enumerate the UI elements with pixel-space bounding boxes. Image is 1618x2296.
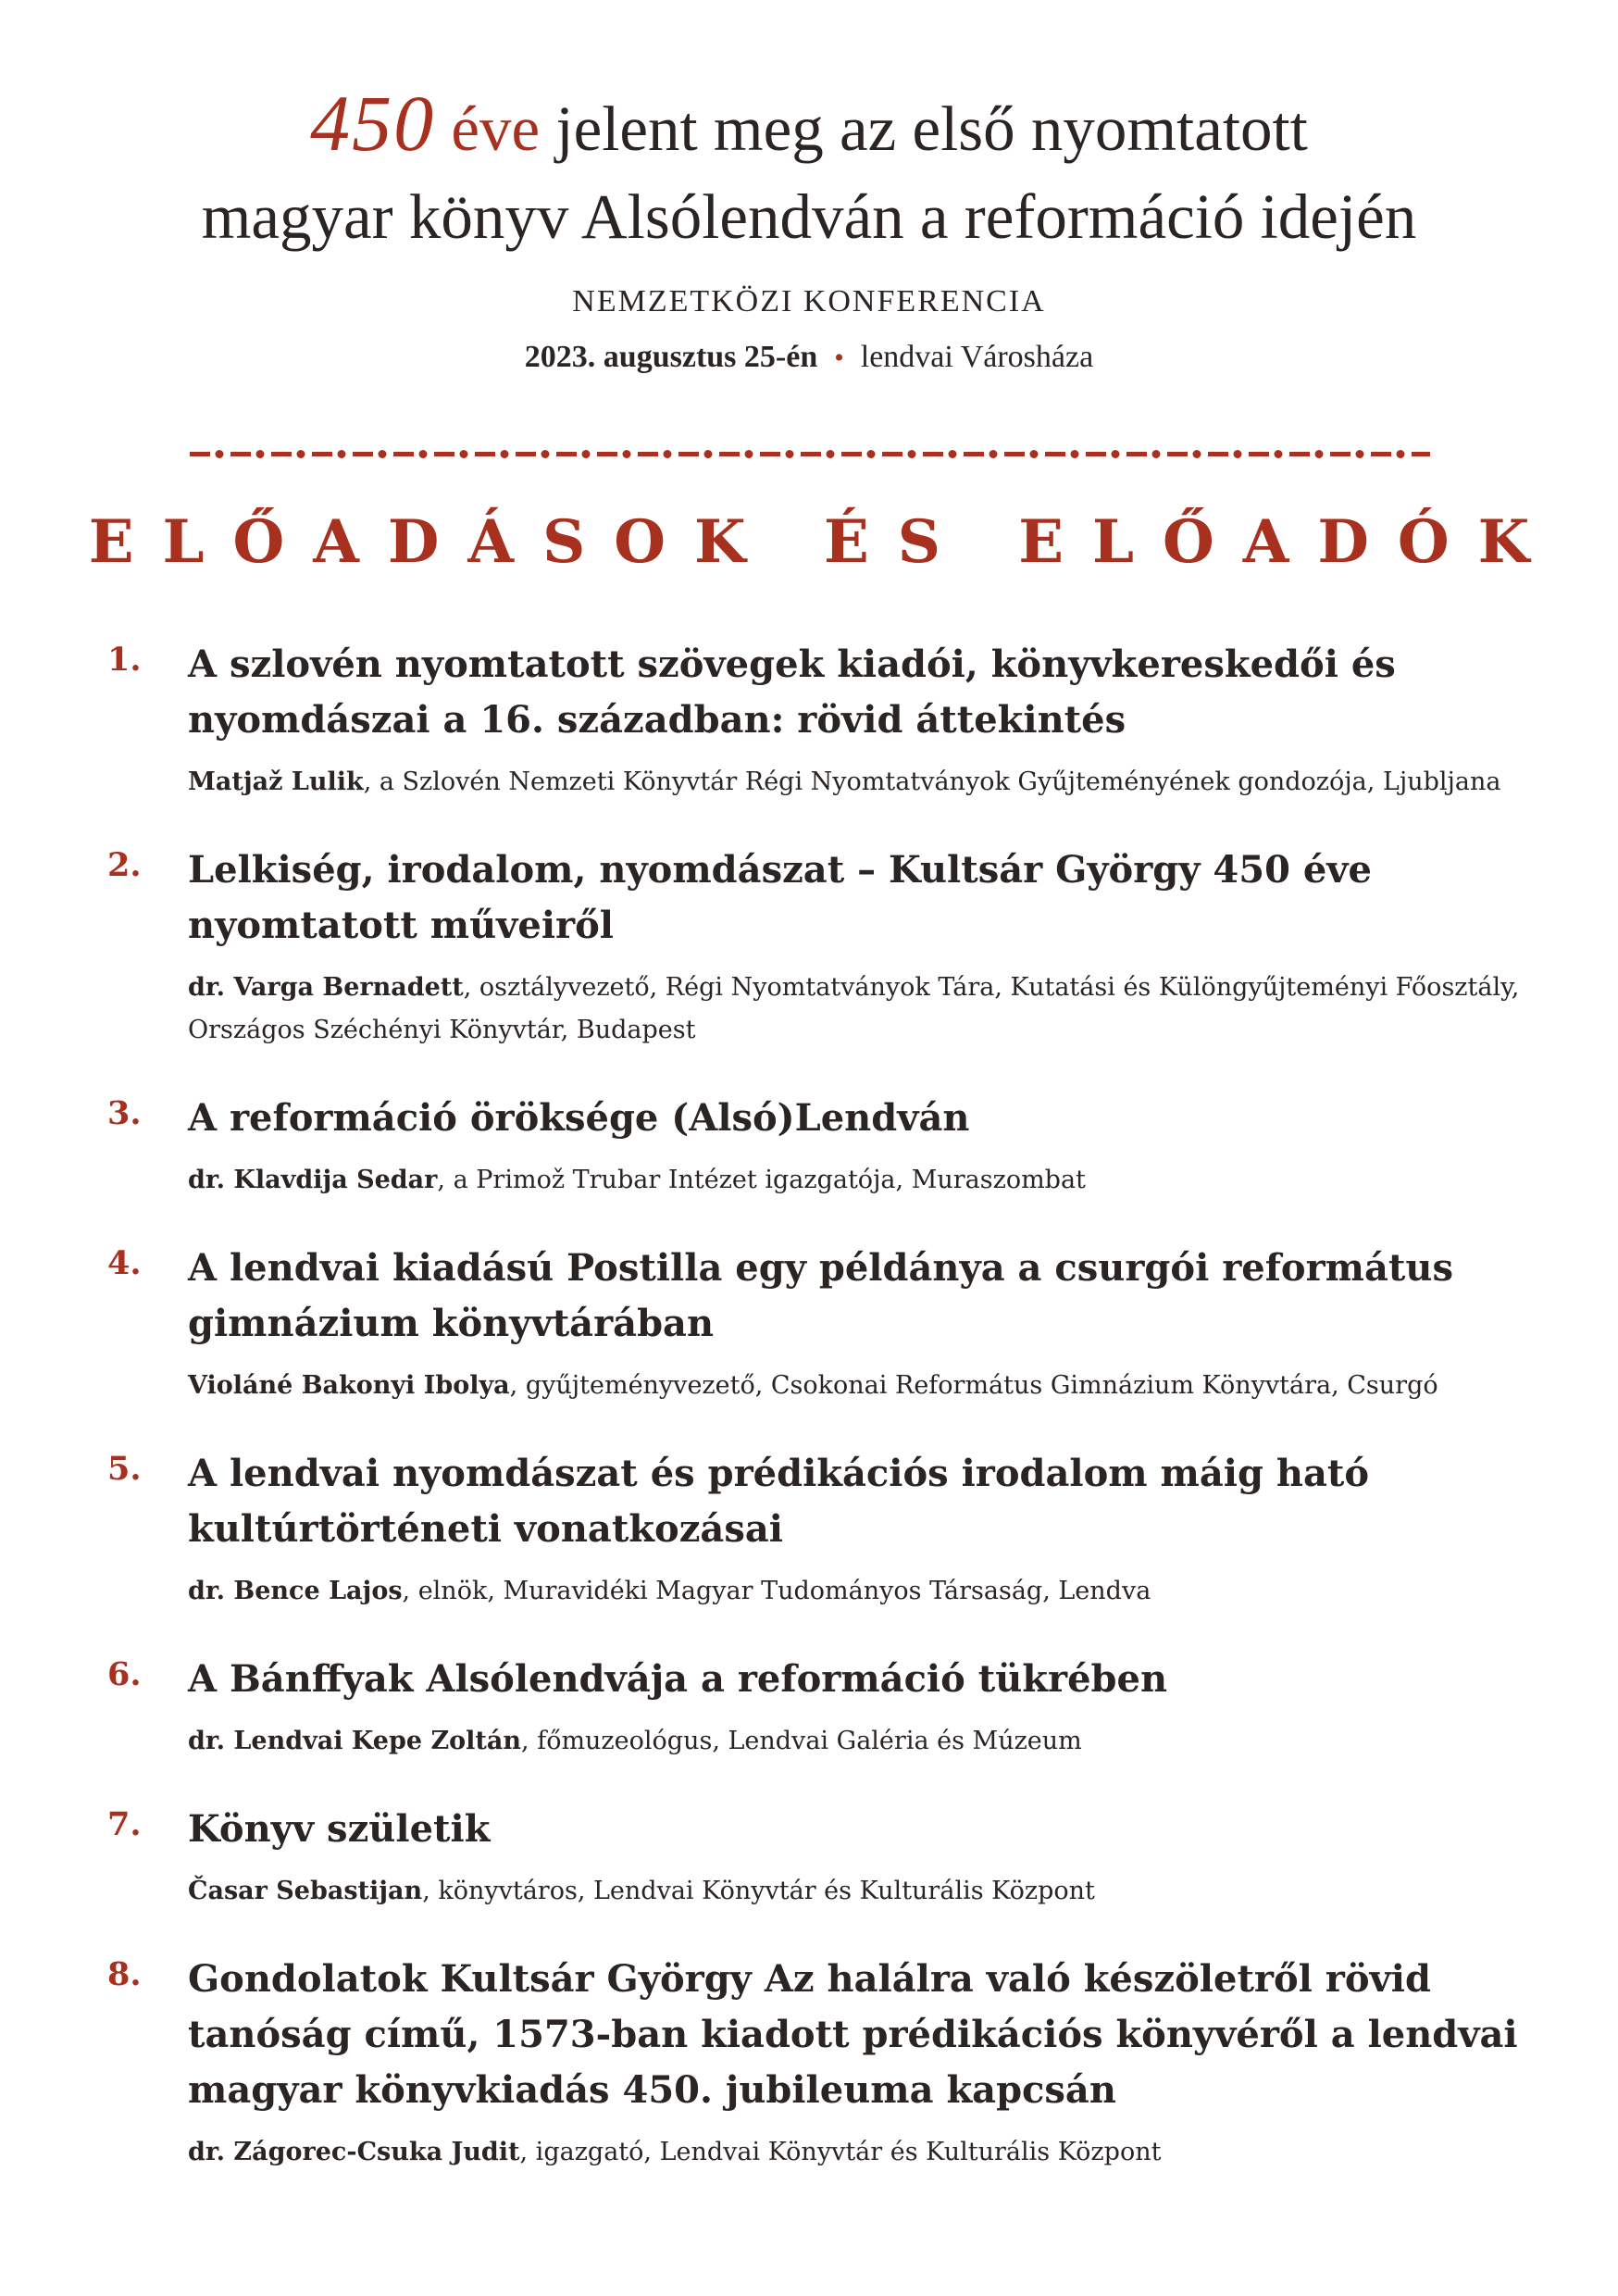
divider-dot	[908, 450, 916, 458]
talk-title: Lelkiség, irodalom, nyomdászat – Kultsár György 450 éve nyomtatott műveiről	[188, 848, 1372, 947]
talk-number: 1.	[107, 641, 142, 679]
talk-number: 3.	[107, 1094, 142, 1132]
divider-dot	[867, 450, 876, 458]
divider-dot	[664, 450, 672, 458]
talk-list	[0, 637, 1618, 2213]
divider-dash	[1167, 452, 1188, 456]
divider-dash	[597, 452, 617, 456]
divider-dash	[190, 452, 210, 456]
divider-dash	[230, 452, 251, 456]
divider-dot	[1071, 450, 1079, 458]
speaker-name: dr. Bence Lajos	[188, 1577, 403, 1605]
divider-dot	[379, 450, 387, 458]
title-line1-rest: jelent meg az első nyomtatott	[540, 94, 1308, 164]
divider-dot	[949, 450, 957, 458]
talk-item	[0, 1952, 1618, 2174]
divider-dot	[1234, 450, 1242, 458]
divider-dot	[501, 450, 509, 458]
divider-dot	[1275, 450, 1283, 458]
divider-dash	[312, 452, 332, 456]
divider-dot	[338, 450, 346, 458]
divider-dash	[556, 452, 577, 456]
separator-dot: •	[834, 343, 844, 374]
talk-speaker-line	[188, 761, 1544, 804]
talk-item	[0, 1446, 1618, 1613]
talk-number: 7.	[107, 1805, 142, 1843]
talk-item	[0, 1241, 1618, 1407]
divider-dot	[827, 450, 835, 458]
speaker-name: Violáné Bakonyi Ibolya	[188, 1371, 510, 1400]
talk-title: A szlovén nyomtatott szövegek kiadói, könyvkereskedői és nyomdászai a 16. században: rövid áttekintés	[188, 643, 1396, 742]
divider-dot	[419, 450, 428, 458]
talk-speaker-line	[188, 1365, 1544, 1407]
divider-dot	[582, 450, 591, 458]
speaker-affiliation: , könyvtáros, Lendvai Könyvtár és Kulturális Központ	[422, 1877, 1095, 1905]
ornamental-divider	[190, 443, 1430, 465]
speaker-name: dr. Klavdija Sedar	[188, 1166, 438, 1194]
talk-title: A Bánffyak Alsólendvája a reformáció tükrében	[188, 1657, 1168, 1701]
divider-dot	[541, 450, 550, 458]
divider-dash	[516, 452, 536, 456]
divider-dot	[745, 450, 753, 458]
talk-title: A lendvai nyomdászat és prédikációs irodalom máig ható kultúrtörténeti vonatkozásai	[188, 1452, 1370, 1551]
talk-title: A reformáció öröksége (Alsó)Lendván	[188, 1096, 970, 1140]
divider-dot	[704, 450, 713, 458]
talk-number: 5.	[107, 1450, 142, 1488]
speaker-name: dr. Zágorec-Csuka Judit	[188, 2138, 520, 2166]
divider-dot	[297, 450, 305, 458]
divider-dash	[1371, 452, 1391, 456]
divider-dot	[256, 450, 265, 458]
divider-dash	[393, 452, 414, 456]
divider-dot	[460, 450, 468, 458]
page-title-line-2: magyar könyv Alsólendván a reformáció idején	[201, 181, 1417, 252]
divider-dot	[1315, 450, 1324, 458]
speaker-name: Časar Sebastijan	[188, 1877, 423, 1905]
divider-dash	[719, 452, 740, 456]
divider-dot	[1152, 450, 1161, 458]
event-date: 2023. augusztus 25-én	[524, 340, 818, 375]
divider-dash	[841, 452, 862, 456]
talk-title: Könyv születik	[188, 1807, 491, 1851]
divider-dash	[475, 452, 495, 456]
talk-item	[0, 842, 1618, 1052]
divider-dash	[801, 452, 821, 456]
divider-dash	[760, 452, 780, 456]
event-venue: lendvai Városháza	[860, 340, 1094, 375]
divider-dot	[1030, 450, 1039, 458]
talk-number: 8.	[107, 1955, 142, 1993]
speaker-name: Matjaž Lulik	[188, 767, 364, 796]
talk-speaker-line	[188, 1159, 1544, 1202]
speaker-name: dr. Varga Bernadett	[188, 973, 464, 1002]
divider-dash	[1086, 452, 1106, 456]
divider-dot	[623, 450, 631, 458]
date-venue-line	[0, 340, 1618, 375]
divider-dash	[1045, 452, 1065, 456]
talk-title: Gondolatok Kultsár György Az halálra való készöletről rövid tanóság című, 1573-ban kiadott prédikációs könyvéről a lendvai magyar könyvkiadás 450. jubileuma kapcsán	[188, 1957, 1518, 2112]
divider-dash	[434, 452, 454, 456]
divider-dot	[1193, 450, 1201, 458]
anniversary-number: 450	[310, 79, 436, 168]
divider-dot	[1112, 450, 1120, 458]
speaker-affiliation: , osztályvezető, Régi Nyomtatványok Tára, Kutatási és Különgyűjteményi Főosztály, Országos Széchényi Könyvtár, Budapest	[188, 973, 1520, 1044]
talk-speaker-line	[188, 1870, 1544, 1913]
talk-speaker-line	[188, 1570, 1544, 1613]
divider-dash	[964, 452, 984, 456]
divider-dash	[1126, 452, 1147, 456]
header	[0, 72, 1618, 375]
talk-number: 4.	[107, 1244, 142, 1282]
page-title-line-1	[0, 72, 1618, 176]
divider-dash	[923, 452, 943, 456]
talk-item	[0, 1091, 1618, 1202]
talk-speaker-line	[188, 1720, 1544, 1763]
divider-dash	[882, 452, 902, 456]
speaker-affiliation: , a Primož Trubar Intézet igazgatója, Muraszombat	[437, 1166, 1086, 1194]
divider-dash	[1004, 452, 1025, 456]
divider-dot	[216, 450, 224, 458]
talk-item	[0, 637, 1618, 804]
divider-dash	[638, 452, 658, 456]
section-title: ELŐADÁSOK ÉS ELŐADÓK	[88, 507, 1559, 577]
talk-number: 6.	[107, 1655, 142, 1693]
divider-dash	[1289, 452, 1310, 456]
divider-dash	[353, 452, 373, 456]
divider-dot	[786, 450, 794, 458]
divider-dot	[1356, 450, 1364, 458]
divider-dot	[1397, 450, 1405, 458]
talk-number: 2.	[107, 846, 142, 884]
speaker-affiliation: , gyűjteményvezető, Csokonai Református Gimnázium Könyvtára, Csurgó	[509, 1371, 1438, 1400]
talk-item	[0, 1802, 1618, 1913]
speaker-affiliation: , a Szlovén Nemzeti Könyvtár Régi Nyomtatványok Gyűjteményének gondozója, Ljubljana	[363, 767, 1501, 796]
divider-dash	[271, 452, 292, 456]
divider-dot	[989, 450, 998, 458]
divider-dash	[1412, 452, 1430, 456]
title-eve: éve	[451, 94, 541, 164]
divider-dash	[1330, 452, 1350, 456]
divider-dash	[1249, 452, 1269, 456]
speaker-affiliation: , főmuzeológus, Lendvai Galéria és Múzeum	[521, 1727, 1082, 1755]
talk-item	[0, 1652, 1618, 1763]
talk-speaker-line	[188, 2131, 1544, 2174]
speaker-affiliation: , igazgató, Lendvai Könyvtár és Kulturális Központ	[519, 2138, 1162, 2166]
talk-title: A lendvai kiadású Postilla egy példánya a csurgói református gimnázium könyvtárában	[188, 1246, 1453, 1345]
divider-dash	[678, 452, 699, 456]
divider-dash	[1208, 452, 1228, 456]
speaker-name: dr. Lendvai Kepe Zoltán	[188, 1727, 522, 1755]
talk-speaker-line	[188, 967, 1544, 1052]
subtitle: NEMZETKÖZI KONFERENCIA	[572, 284, 1046, 319]
speaker-affiliation: , elnök, Muravidéki Magyar Tudományos Társaság, Lendva	[402, 1577, 1151, 1605]
